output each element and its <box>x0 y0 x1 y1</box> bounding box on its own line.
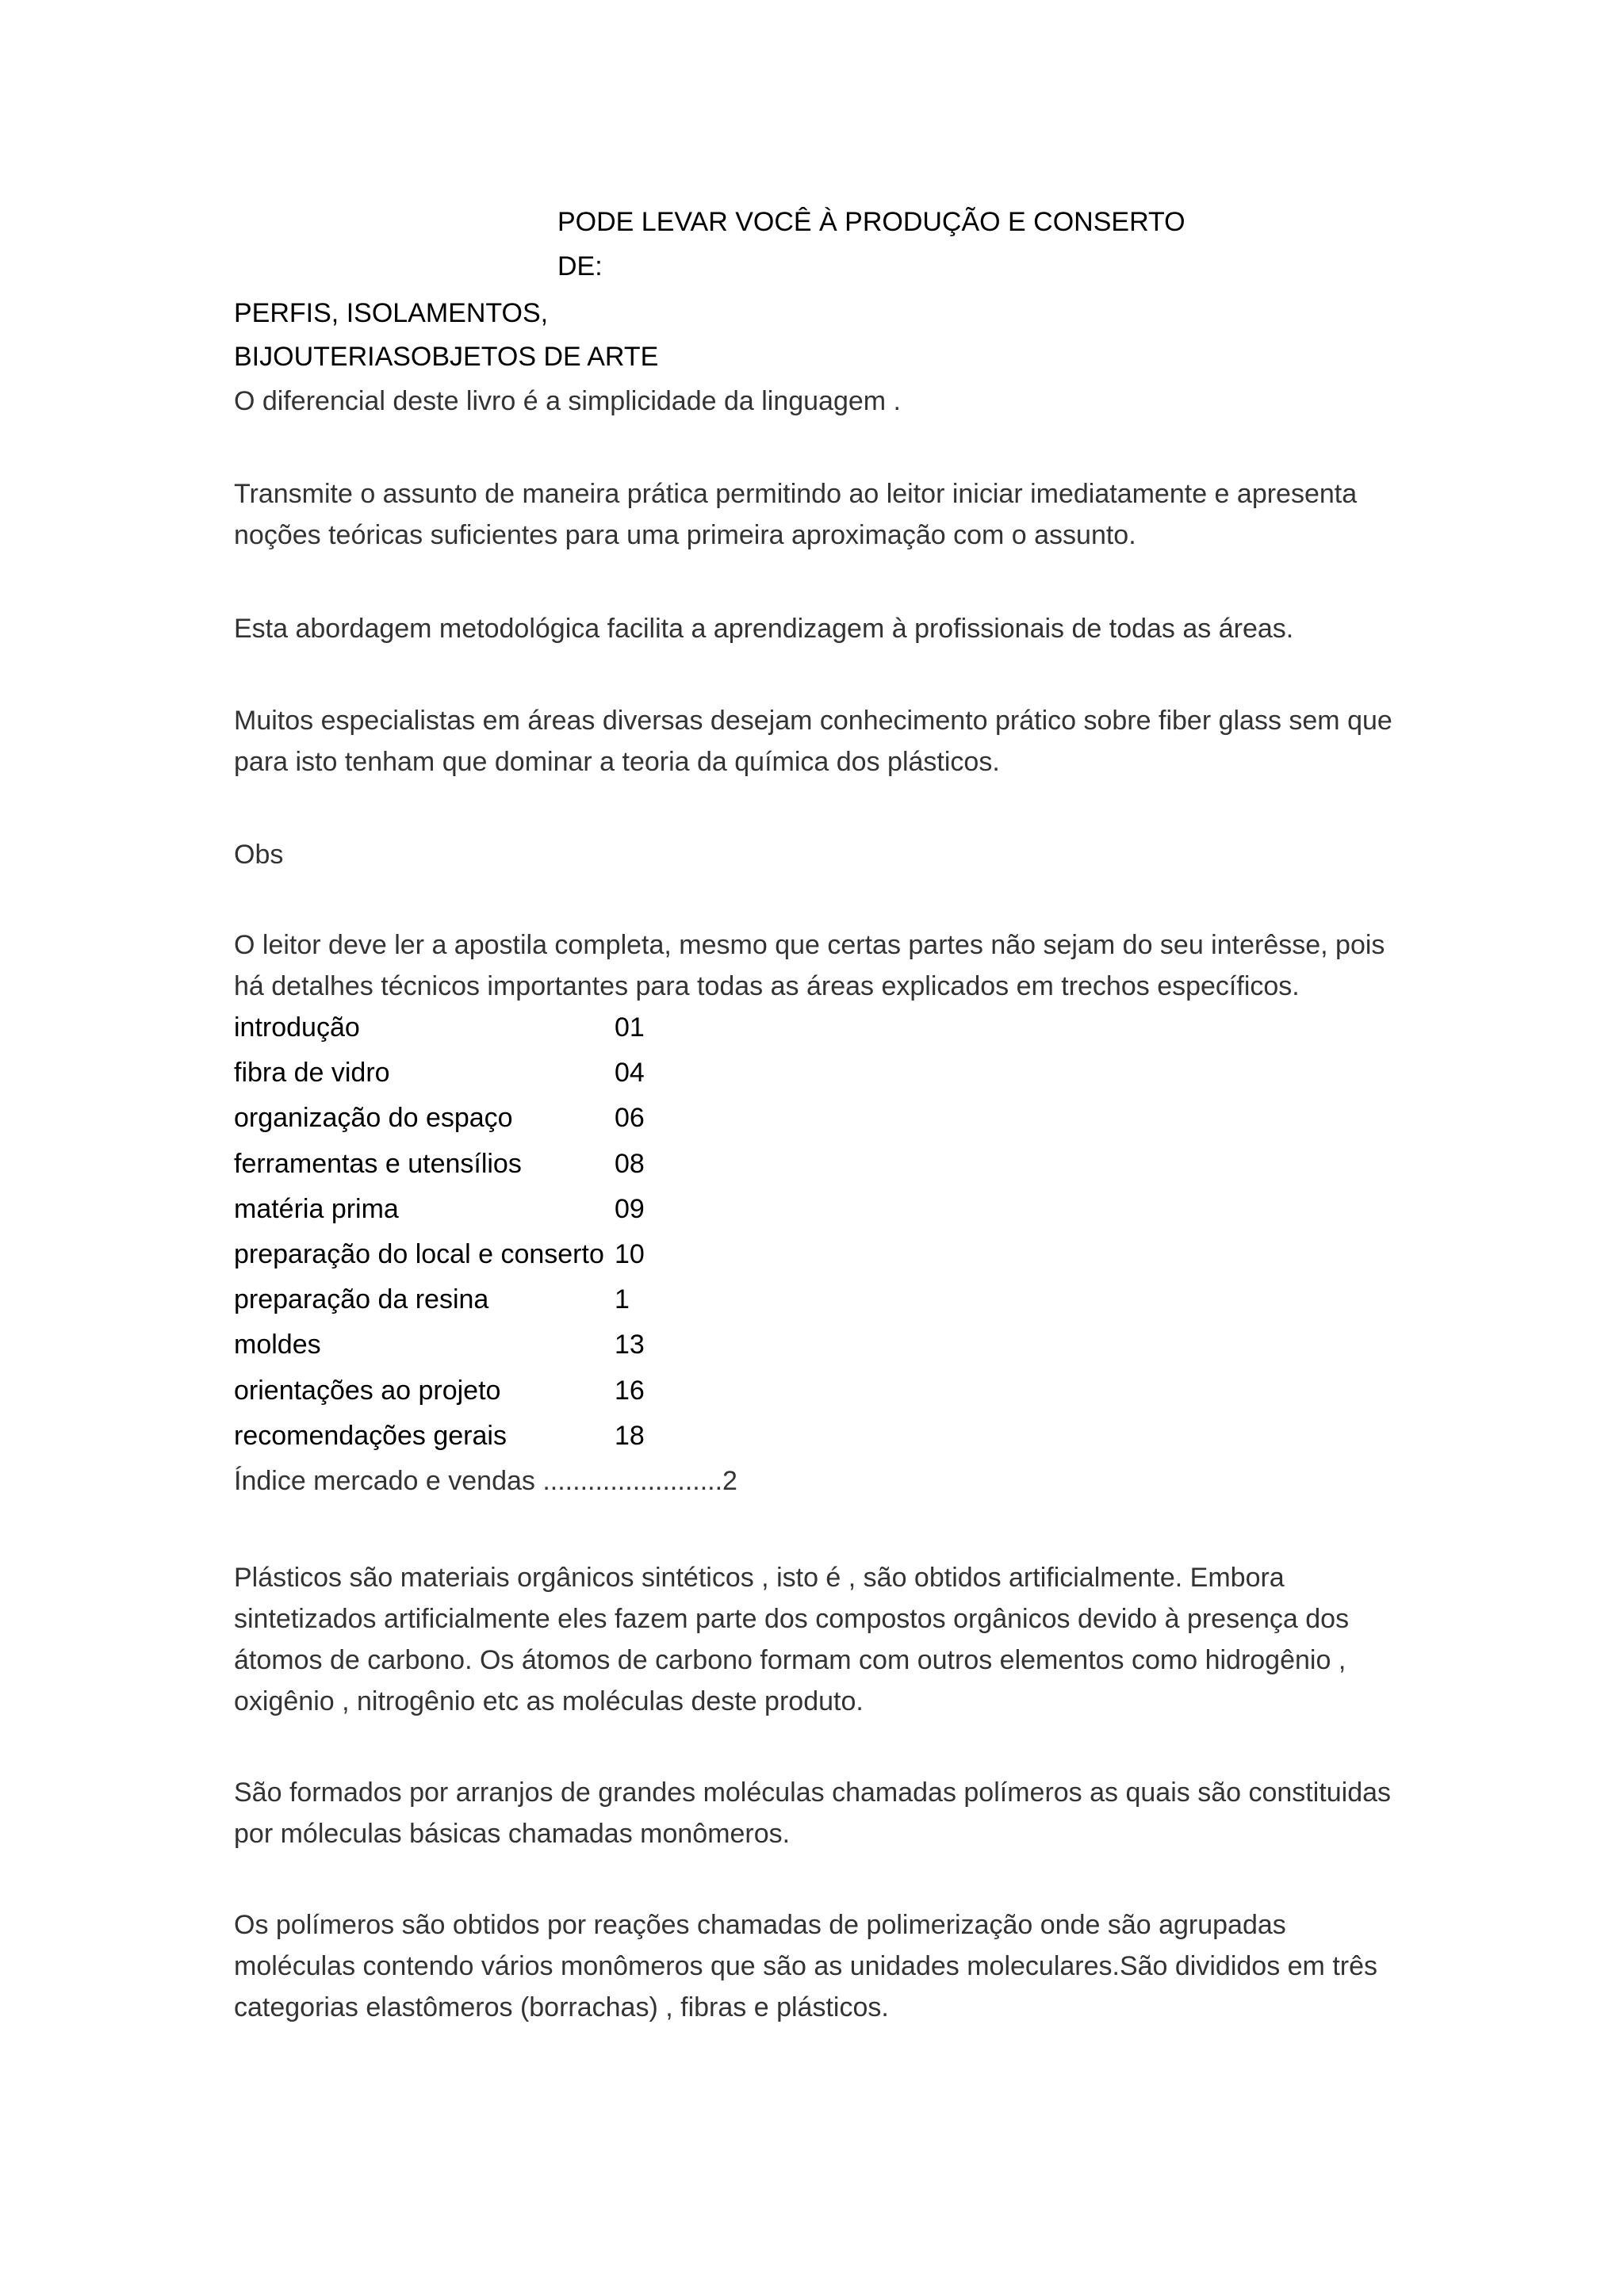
toc-row <box>234 1193 789 1238</box>
obs-label: Obs <box>234 840 284 870</box>
toc-label: ferramentas e utensílios <box>234 1148 522 1179</box>
heading-line-4: BIJOUTERIASOBJETOS DE ARTE <box>234 342 659 372</box>
heading-line-1: PODE LEVAR VOCÊ À PRODUÇÃO E CONSERTO <box>557 207 1185 237</box>
toc-page-number: 08 <box>615 1148 645 1179</box>
toc-page-number: 06 <box>615 1103 645 1134</box>
toc-page-number: 13 <box>615 1330 645 1360</box>
toc-label: preparação do local e conserto <box>234 1238 604 1269</box>
toc-row <box>234 1375 789 1420</box>
paragraph-6: São formados por arranjos de grandes moléculas chamadas polímeros as quais são constituidas por móleculas básicas chamadas monômeros. <box>234 1777 1392 1849</box>
toc-label: organização do espaço <box>234 1103 513 1134</box>
toc-label: moldes <box>234 1330 321 1360</box>
toc-row <box>234 1057 789 1102</box>
toc-row <box>234 1329 789 1374</box>
toc-label: preparação da resina <box>234 1284 489 1315</box>
toc-label: recomendações gerais <box>234 1420 507 1451</box>
toc-page-number: 10 <box>615 1238 645 1269</box>
toc-row <box>234 1284 789 1329</box>
toc-label: matéria prima <box>234 1193 399 1224</box>
toc-row <box>234 1238 789 1284</box>
heading-line-2: DE: <box>557 251 603 281</box>
paragraph-3: Muitos especialistas em áreas diversas desejam conhecimento prático sobre fiber glass sem que para isto tenham que dominar a teoria da química dos plásticos. <box>234 706 1392 777</box>
toc-page-number: 16 <box>615 1375 645 1406</box>
paragraph-5: Plásticos são materiais orgânicos sintéticos , isto é , são obtidos artificialmente. Embora sintetizados artificialmente eles fazem parte dos compostos orgânicos devido à presença dos átomos de carbono. Os átomos de carbono formam com outros elementos como hidrogênio , oxigênio , nitrogênio etc as moléculas deste produto. <box>234 1563 1350 1716</box>
paragraph-1: Transmite o assunto de maneira prática permitindo ao leitor iniciar imediatamente e apresenta noções teóricas suficientes para uma primeira aproximação com o assunto. <box>234 479 1358 550</box>
toc-page-number: 09 <box>615 1193 645 1224</box>
intro-sentence: O diferencial deste livro é a simplicidade da linguagem . <box>234 386 902 416</box>
toc-label: orientações ao projeto <box>234 1375 501 1406</box>
toc-page-number: 18 <box>615 1420 645 1451</box>
toc-page-number: 1 <box>615 1284 630 1315</box>
toc-label: fibra de vidro <box>234 1058 390 1089</box>
paragraph-2: Esta abordagem metodológica facilita a aprendizagem à profissionais de todas as áreas. <box>234 614 1294 644</box>
toc-page-number: 01 <box>615 1012 645 1043</box>
toc-index-line: Índice mercado e vendas ........................2 <box>234 1466 737 1496</box>
paragraph-7: Os polímeros são obtidos por reações chamadas de polimerização onde são agrupadas moléculas contendo vários monômeros que são as unidades moleculares.São divididos em três categorias elastômeros (borrachas) , fibras e plásticos. <box>234 1910 1377 2022</box>
table-of-contents <box>234 1012 789 1465</box>
toc-row <box>234 1148 789 1193</box>
toc-row <box>234 1012 789 1057</box>
toc-page-number: 04 <box>615 1058 645 1089</box>
toc-row <box>234 1102 789 1147</box>
toc-label: introdução <box>234 1012 360 1043</box>
paragraph-4: O leitor deve ler a apostila completa, mesmo que certas partes não sejam do seu interêsse, pois há detalhes técnicos importantes para todas as áreas explicados em trechos específicos. <box>234 930 1385 1001</box>
heading-line-3: PERFIS, ISOLAMENTOS, <box>234 298 549 328</box>
toc-row <box>234 1420 789 1465</box>
